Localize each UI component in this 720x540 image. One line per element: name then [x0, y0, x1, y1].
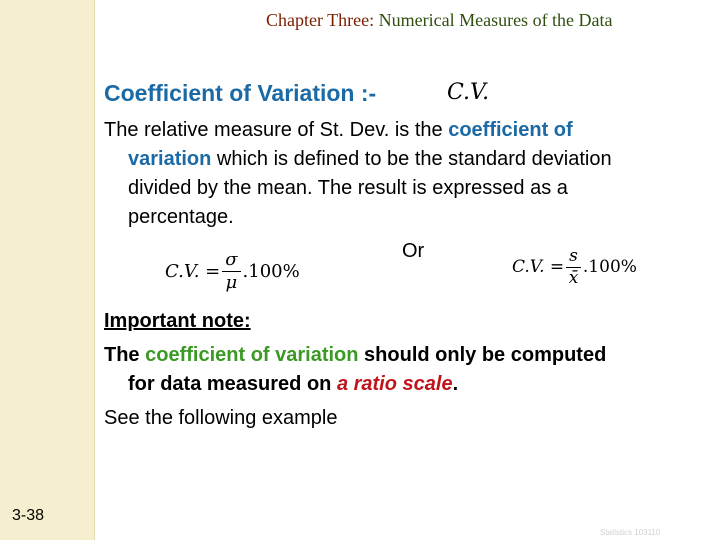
- formula-lhs: C.V. =: [165, 260, 221, 282]
- formula-fraction: [566, 247, 581, 287]
- important-note-title: Important note:: [104, 310, 251, 332]
- cv-formula-sample: [512, 247, 637, 287]
- slide-number: 3-38: [12, 507, 45, 524]
- cv-formula-population: [165, 250, 300, 293]
- note-text: for data measured on: [128, 373, 337, 395]
- formula-numerator: σ: [222, 250, 240, 272]
- note-emphasis: a ratio scale: [336, 373, 453, 395]
- definition-highlight: coefficient of: [448, 119, 573, 141]
- important-note-line-2: [104, 370, 712, 399]
- chapter-header-title: Numerical Measures of the Data: [374, 10, 613, 30]
- important-note-paragraph: [104, 341, 712, 399]
- note-text: The: [104, 344, 146, 366]
- formula-rhs: .100%: [582, 257, 637, 278]
- definition-text: which is defined to be the standard deviation: [211, 148, 612, 170]
- formula-numerator: s: [566, 247, 581, 268]
- definition-line-3: divided by the mean. The result is expressed as a: [128, 177, 568, 199]
- definition-line-1: [104, 116, 712, 145]
- chapter-header: [266, 10, 613, 31]
- note-text: .: [452, 373, 459, 395]
- formula-fraction: [222, 250, 240, 293]
- formula-lhs: C.V. =: [512, 257, 565, 278]
- chapter-header-prefix: Chapter Three:: [266, 10, 375, 30]
- see-example-text: See the following example: [104, 407, 338, 429]
- formula-rhs: .100%: [242, 260, 300, 282]
- definition-line-2: [104, 145, 712, 174]
- formula-denominator: μ: [225, 271, 238, 293]
- important-note-line-1: [104, 341, 712, 370]
- definition-line-4: percentage.: [128, 206, 234, 228]
- definition-text: The relative measure of St. Dev. is the: [104, 119, 449, 141]
- slide-heading: Coefficient of Variation :-: [104, 80, 377, 106]
- note-highlight: coefficient of variation: [145, 344, 359, 366]
- heading-cv-symbol: C.V.: [447, 80, 490, 105]
- footer-text: Statistics 103110: [600, 528, 661, 537]
- definition-highlight: variation: [128, 148, 212, 170]
- note-text: should only be computed: [358, 344, 607, 366]
- left-decorative-band: [0, 0, 95, 540]
- or-label: Or: [402, 240, 425, 262]
- formula-denominator: x̄: [568, 267, 579, 288]
- definition-paragraph: [104, 116, 712, 232]
